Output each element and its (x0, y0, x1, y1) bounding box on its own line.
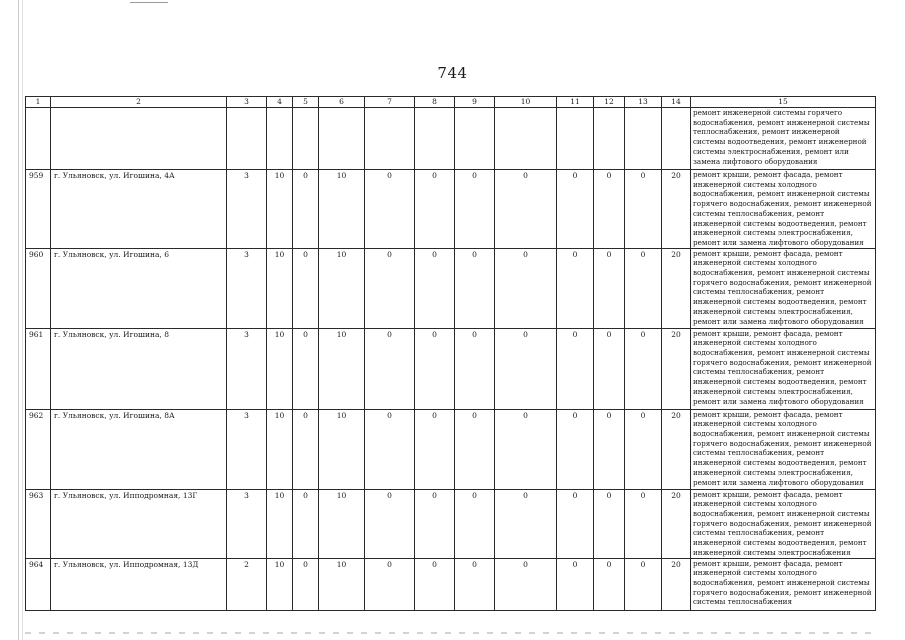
cell-col11: 0 (557, 489, 594, 558)
cell-col4: 10 (267, 409, 293, 489)
cell-col4 (267, 108, 293, 170)
row-address: г. Ульяновск, ул. Игошина, 6 (51, 248, 227, 328)
cell-col3: 2 (227, 558, 267, 610)
cell-col14: 20 (662, 170, 691, 249)
cell-col12 (594, 108, 625, 170)
cell-col11: 0 (557, 409, 594, 489)
cell-col10: 0 (495, 489, 557, 558)
row-address (51, 108, 227, 170)
column-header: 12 (594, 97, 625, 108)
column-header: 5 (293, 97, 319, 108)
row-index: 959 (26, 170, 51, 249)
cell-col13: 0 (625, 489, 662, 558)
cell-col13: 0 (625, 558, 662, 610)
row-index: 962 (26, 409, 51, 489)
cell-col6: 10 (319, 170, 365, 249)
table-row (26, 489, 876, 558)
row-index: 960 (26, 248, 51, 328)
column-header: 2 (51, 97, 227, 108)
cell-col11 (557, 108, 594, 170)
cell-col5: 0 (293, 328, 319, 409)
table-row (26, 108, 876, 170)
cell-col9: 0 (455, 328, 495, 409)
scan-noise (25, 632, 875, 634)
column-header: 13 (625, 97, 662, 108)
cell-col13: 0 (625, 409, 662, 489)
cell-col11: 0 (557, 170, 594, 249)
row-address: г. Ульяновск, ул. Игошина, 8 (51, 328, 227, 409)
cell-col14: 20 (662, 409, 691, 489)
scan-edge-line (18, 0, 19, 640)
column-header: 3 (227, 97, 267, 108)
cell-col9: 0 (455, 170, 495, 249)
cell-col8: 0 (415, 170, 455, 249)
cell-col6 (319, 108, 365, 170)
cell-col3: 3 (227, 489, 267, 558)
cell-col6: 10 (319, 558, 365, 610)
cell-col11: 0 (557, 558, 594, 610)
scan-edge-line (22, 0, 23, 640)
cell-col12: 0 (594, 328, 625, 409)
cell-col7: 0 (365, 328, 415, 409)
cell-col9: 0 (455, 558, 495, 610)
cell-col3: 3 (227, 409, 267, 489)
cell-col11: 0 (557, 248, 594, 328)
cell-col8 (415, 108, 455, 170)
cell-col3: 3 (227, 328, 267, 409)
column-number-row (26, 97, 876, 108)
cell-col12: 0 (594, 558, 625, 610)
column-header: 10 (495, 97, 557, 108)
cell-col4: 10 (267, 248, 293, 328)
cell-col9: 0 (455, 489, 495, 558)
cell-col10 (495, 108, 557, 170)
cell-col3: 3 (227, 170, 267, 249)
column-header: 8 (415, 97, 455, 108)
cell-col7: 0 (365, 489, 415, 558)
cell-col5: 0 (293, 409, 319, 489)
cell-col14: 20 (662, 328, 691, 409)
row-works: ремонт крыши, ремонт фасада, ремонт инженерной системы холодного водоснабжения, ремонт инженерной системы горячего водоснабжения, ремонт инженерной системы теплоснабжения (691, 558, 876, 610)
cell-col8: 0 (415, 558, 455, 610)
table-row (26, 409, 876, 489)
cell-col14: 20 (662, 489, 691, 558)
row-index: 963 (26, 489, 51, 558)
cell-col5: 0 (293, 489, 319, 558)
column-header: 15 (691, 97, 876, 108)
scan-mark (130, 2, 168, 3)
column-header: 1 (26, 97, 51, 108)
cell-col4: 10 (267, 328, 293, 409)
row-address: г. Ульяновск, ул. Ипподромная, 13Г (51, 489, 227, 558)
cell-col7 (365, 108, 415, 170)
cell-col7: 0 (365, 170, 415, 249)
cell-col7: 0 (365, 558, 415, 610)
row-address: г. Ульяновск, ул. Ипподромная, 13Д (51, 558, 227, 610)
row-works: ремонт крыши, ремонт фасада, ремонт инженерной системы холодного водоснабжения, ремонт инженерной системы горячего водоснабжения, ремонт инженерной системы теплоснабжения, ремонт инженерной системы водоотведения, ремонт инженерной системы электроснабжения, ремонт или замена лифтового оборудования (691, 170, 876, 249)
page-number: 744 (437, 64, 468, 82)
row-works: ремонт инженерной системы горячего водоснабжения, ремонт инженерной системы теплоснабжения, ремонт инженерной системы водоотведения, ремонт инженерной системы электроснабжения, ремонт или замена лифтового оборудования (691, 108, 876, 170)
cell-col9: 0 (455, 248, 495, 328)
table-row (26, 328, 876, 409)
row-works: ремонт крыши, ремонт фасада, ремонт инженерной системы холодного водоснабжения, ремонт инженерной системы горячего водоснабжения, ремонт инженерной системы теплоснабжения, ремонт инженерной системы водоотведения, ремонт инженерной системы электроснабжения, ремонт или замена лифтового оборудования (691, 328, 876, 409)
cell-col9: 0 (455, 409, 495, 489)
cell-col8: 0 (415, 409, 455, 489)
cell-col10: 0 (495, 328, 557, 409)
column-header: 14 (662, 97, 691, 108)
row-index: 961 (26, 328, 51, 409)
cell-col10: 0 (495, 248, 557, 328)
row-works: ремонт крыши, ремонт фасада, ремонт инженерной системы холодного водоснабжения, ремонт инженерной системы горячего водоснабжения, ремонт инженерной системы теплоснабжения, ремонт инженерной системы водоотведения, ремонт инженерной системы электроснабжения, ремонт или замена лифтового оборудования (691, 248, 876, 328)
cell-col10: 0 (495, 170, 557, 249)
row-index (26, 108, 51, 170)
cell-col3 (227, 108, 267, 170)
cell-col14 (662, 108, 691, 170)
table-row (26, 170, 876, 249)
cell-col9 (455, 108, 495, 170)
cell-col8: 0 (415, 248, 455, 328)
column-header: 9 (455, 97, 495, 108)
table-row (26, 248, 876, 328)
cell-col10: 0 (495, 558, 557, 610)
row-works: ремонт крыши, ремонт фасада, ремонт инженерной системы холодного водоснабжения, ремонт инженерной системы горячего водоснабжения, ремонт инженерной системы теплоснабжения, ремонт инженерной системы водоотведения, ремонт инженерной системы электроснабжения (691, 489, 876, 558)
cell-col4: 10 (267, 170, 293, 249)
cell-col7: 0 (365, 248, 415, 328)
column-header: 6 (319, 97, 365, 108)
column-header: 7 (365, 97, 415, 108)
cell-col7: 0 (365, 409, 415, 489)
cell-col13 (625, 108, 662, 170)
row-works: ремонт крыши, ремонт фасада, ремонт инженерной системы холодного водоснабжения, ремонт инженерной системы горячего водоснабжения, ремонт инженерной системы теплоснабжения, ремонт инженерной системы водоотведения, ремонт инженерной системы электроснабжения, ремонт или замена лифтового оборудования (691, 409, 876, 489)
row-address: г. Ульяновск, ул. Игошина, 4А (51, 170, 227, 249)
cell-col13: 0 (625, 170, 662, 249)
cell-col3: 3 (227, 248, 267, 328)
cell-col8: 0 (415, 489, 455, 558)
cell-col5 (293, 108, 319, 170)
cell-col6: 10 (319, 328, 365, 409)
cell-col12: 0 (594, 409, 625, 489)
cell-col14: 20 (662, 558, 691, 610)
table-row (26, 558, 876, 610)
column-header: 11 (557, 97, 594, 108)
cell-col13: 0 (625, 328, 662, 409)
cell-col6: 10 (319, 489, 365, 558)
cell-col5: 0 (293, 558, 319, 610)
column-header: 4 (267, 97, 293, 108)
repair-schedule-table (25, 96, 876, 611)
cell-col10: 0 (495, 409, 557, 489)
cell-col13: 0 (625, 248, 662, 328)
cell-col5: 0 (293, 170, 319, 249)
cell-col12: 0 (594, 248, 625, 328)
cell-col12: 0 (594, 170, 625, 249)
cell-col6: 10 (319, 409, 365, 489)
cell-col11: 0 (557, 328, 594, 409)
cell-col8: 0 (415, 328, 455, 409)
cell-col14: 20 (662, 248, 691, 328)
cell-col4: 10 (267, 558, 293, 610)
row-address: г. Ульяновск, ул. Игошина, 8А (51, 409, 227, 489)
cell-col12: 0 (594, 489, 625, 558)
cell-col5: 0 (293, 248, 319, 328)
cell-col4: 10 (267, 489, 293, 558)
row-index: 964 (26, 558, 51, 610)
cell-col6: 10 (319, 248, 365, 328)
